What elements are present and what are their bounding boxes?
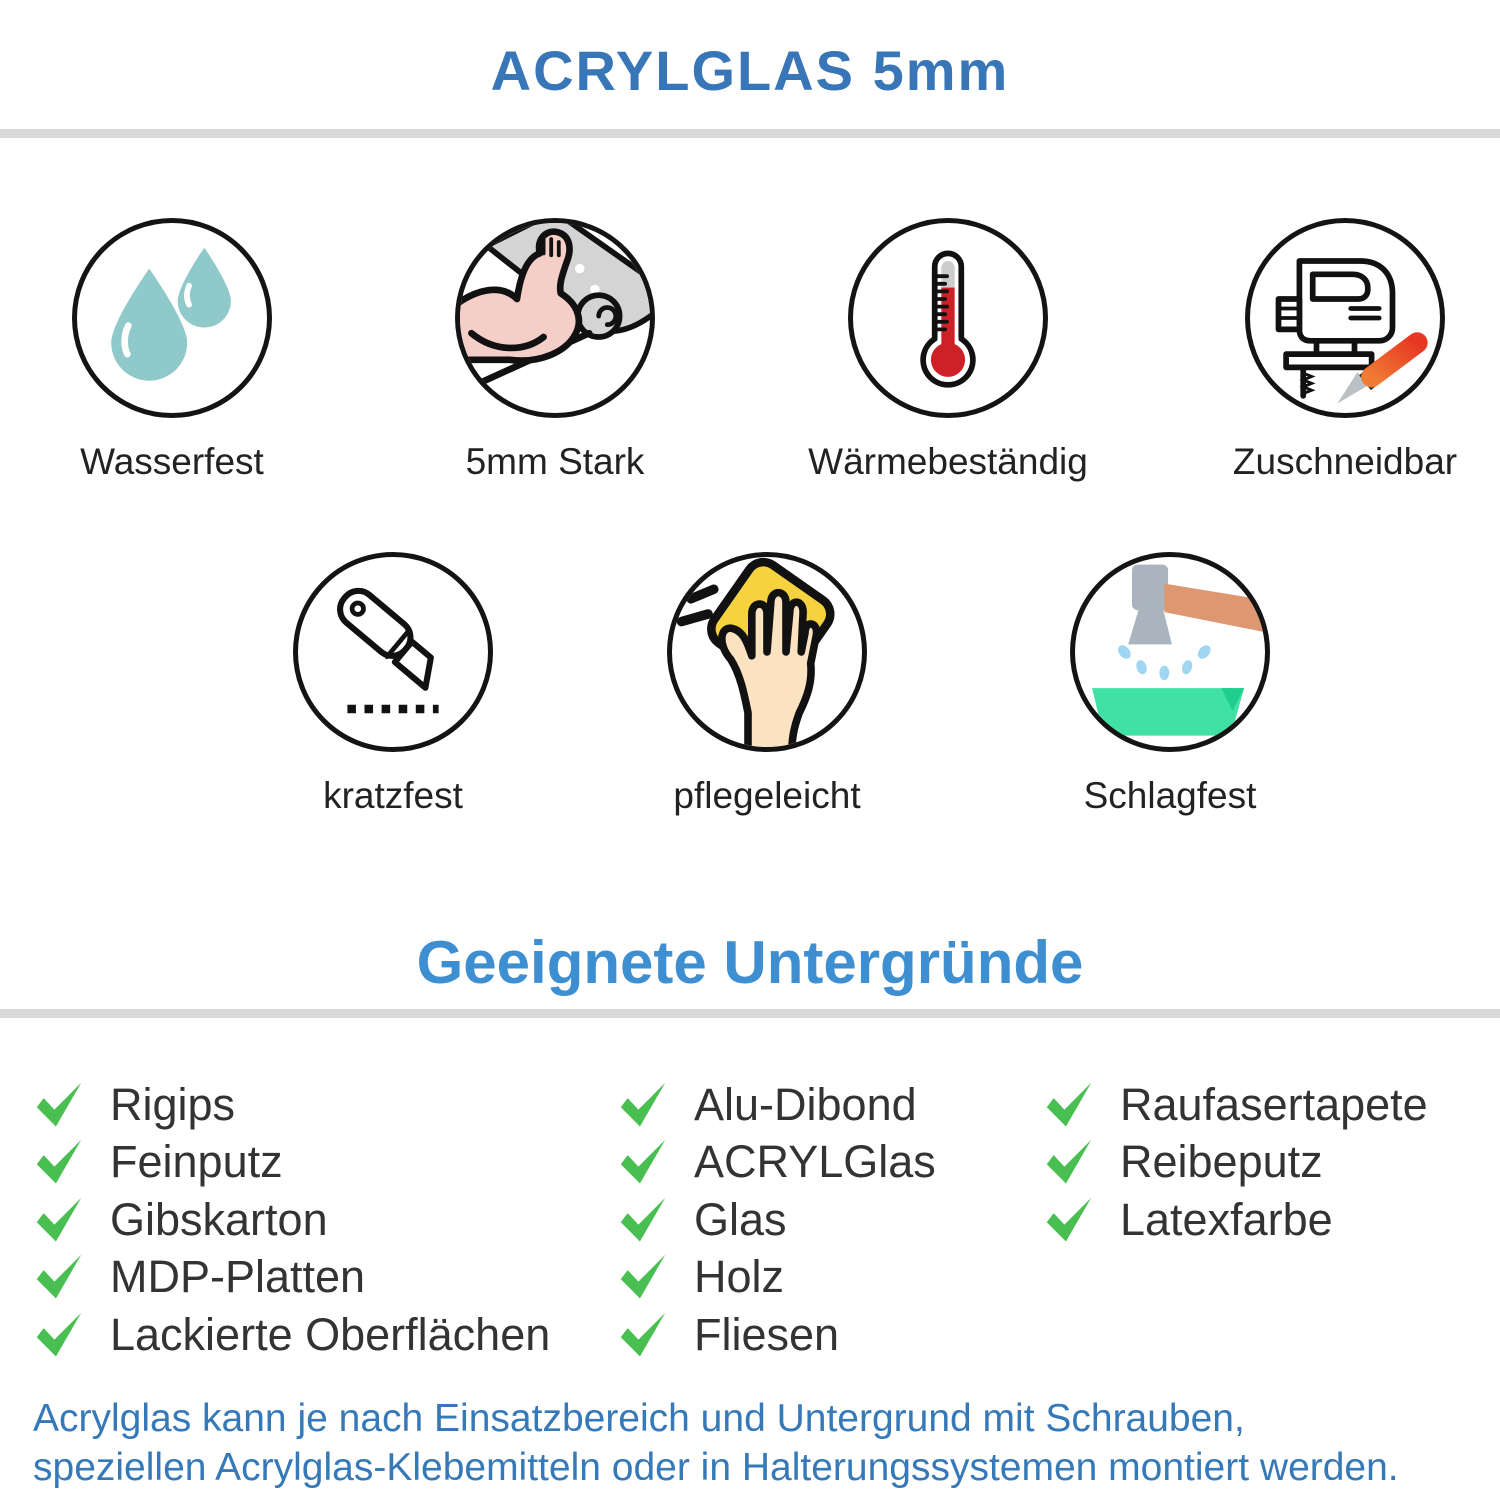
check-icon bbox=[620, 1197, 666, 1243]
substrate-item bbox=[36, 1191, 550, 1249]
check-icon bbox=[36, 1312, 82, 1358]
substrate-label: Fliesen bbox=[694, 1308, 840, 1360]
hammer-icon bbox=[1070, 552, 1270, 752]
substrate-label: MDP-Platten bbox=[110, 1251, 366, 1303]
feature-kratzfest bbox=[253, 552, 533, 817]
check-icon bbox=[36, 1139, 82, 1185]
feature-zuschneidbar bbox=[1205, 218, 1485, 483]
substrate-label: Lackierte Oberflächen bbox=[110, 1308, 551, 1360]
substrate-item bbox=[36, 1306, 550, 1364]
water-drops-icon bbox=[72, 218, 272, 418]
footer-line-1: Acrylglas kann je nach Einsatzbereich und Untergrund mit Schrauben, bbox=[33, 1397, 1245, 1440]
substrate-item bbox=[1046, 1134, 1428, 1192]
substrate-item bbox=[36, 1134, 550, 1192]
substrate-item bbox=[620, 1076, 936, 1134]
cleaning-hand-icon bbox=[667, 552, 867, 752]
thermometer-icon bbox=[848, 218, 1048, 418]
check-icon bbox=[1046, 1197, 1092, 1243]
check-icon bbox=[1046, 1082, 1092, 1128]
substrate-column-1 bbox=[36, 1076, 550, 1364]
check-icon bbox=[620, 1139, 666, 1185]
feature-5mm-stark bbox=[415, 218, 695, 483]
feature-label: Schlagfest bbox=[1083, 775, 1257, 816]
feature-label: pflegeleicht bbox=[673, 775, 861, 816]
feature-label: Wasserfest bbox=[80, 441, 264, 482]
substrate-label: ACRYLGlas bbox=[694, 1136, 936, 1188]
footer-line-2: speziellen Acrylglas-Klebemitteln oder in Halterungssystemen montiert werden. bbox=[33, 1446, 1399, 1489]
substrate-label: Latexfarbe bbox=[1120, 1193, 1333, 1245]
check-icon bbox=[36, 1082, 82, 1128]
feature-label: 5mm Stark bbox=[465, 441, 645, 482]
utility-knife-icon bbox=[293, 552, 493, 752]
substrate-label: Raufasertapete bbox=[1120, 1078, 1428, 1130]
feature-pflegeleicht bbox=[627, 552, 907, 817]
substrate-column-2 bbox=[620, 1076, 936, 1364]
check-icon bbox=[620, 1082, 666, 1128]
substrate-label: Glas bbox=[694, 1193, 787, 1245]
feature-waermebestaendig bbox=[808, 218, 1088, 483]
substrate-item bbox=[620, 1191, 936, 1249]
jigsaw-icon bbox=[1245, 218, 1445, 418]
substrate-label: Rigips bbox=[110, 1078, 236, 1130]
substrate-label: Gibskarton bbox=[110, 1193, 328, 1245]
feature-schlagfest bbox=[1030, 552, 1310, 817]
substrate-item bbox=[620, 1306, 936, 1364]
feature-label: kratzfest bbox=[323, 775, 463, 816]
substrate-item bbox=[1046, 1191, 1428, 1249]
substrate-label: Reibeputz bbox=[1120, 1136, 1323, 1188]
header-divider bbox=[0, 129, 1500, 138]
check-icon bbox=[36, 1197, 82, 1243]
check-icon bbox=[620, 1254, 666, 1300]
feature-label: Zuschneidbar bbox=[1232, 441, 1458, 482]
substrate-label: Alu-Dibond bbox=[694, 1078, 917, 1130]
check-icon bbox=[1046, 1139, 1092, 1185]
check-icon bbox=[36, 1254, 82, 1300]
substrate-item bbox=[1046, 1076, 1428, 1134]
substrate-item bbox=[36, 1249, 550, 1307]
muscle-arm-icon bbox=[455, 218, 655, 418]
section-title: Geeignete Untergründe bbox=[416, 929, 1084, 996]
page-title: ACRYLGLAS 5mm bbox=[490, 39, 1010, 102]
substrate-item bbox=[620, 1134, 936, 1192]
footer-note bbox=[33, 1394, 1399, 1492]
feature-wasserfest bbox=[32, 218, 312, 483]
substrate-column-3 bbox=[1046, 1076, 1428, 1249]
substrate-item bbox=[620, 1249, 936, 1307]
substrate-item bbox=[36, 1076, 550, 1134]
substrate-label: Holz bbox=[694, 1251, 785, 1303]
substrate-label: Feinputz bbox=[110, 1136, 283, 1188]
check-icon bbox=[620, 1312, 666, 1358]
section-divider bbox=[0, 1009, 1500, 1018]
feature-label: Wärmebeständig bbox=[808, 441, 1088, 482]
